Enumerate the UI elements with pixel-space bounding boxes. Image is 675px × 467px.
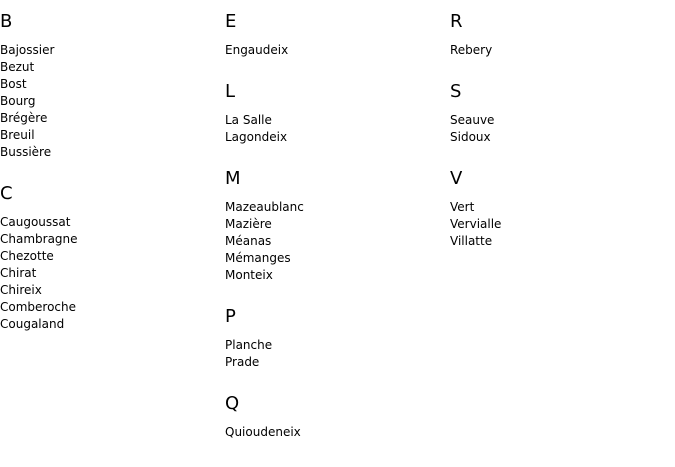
letter-heading: L [225,81,236,102]
letter-heading: V [450,168,463,189]
place-link[interactable]: Brégère [0,111,48,125]
place-link[interactable]: Villatte [450,234,493,248]
place-link[interactable]: Chezotte [0,249,54,263]
place-link[interactable]: Rebery [450,43,493,57]
place-link[interactable]: Quioudeneix [225,425,301,439]
place-link[interactable]: Seauve [450,113,495,127]
letter-group [450,11,670,59]
place-link[interactable]: Bajossier [0,43,55,57]
letter-heading: S [450,81,462,102]
place-link[interactable]: La Salle [225,113,272,127]
place-link[interactable]: Mémanges [225,251,291,265]
place-link[interactable]: Mazière [225,217,272,231]
place-link[interactable]: Monteix [225,268,273,282]
place-link[interactable]: Bourg [0,94,36,108]
place-link[interactable]: Lagondeix [225,130,288,144]
place-list [225,337,445,371]
place-link[interactable]: Méanas [225,234,272,248]
index-column-2 [225,0,445,463]
place-list [450,199,670,250]
letter-heading: B [0,11,13,32]
place-link[interactable]: Vert [450,200,475,214]
letter-heading: E [225,11,237,32]
place-link[interactable]: Comberoche [0,300,77,314]
place-link[interactable]: Mazeaublanc [225,200,304,214]
place-link[interactable]: Breuil [0,128,35,142]
place-link[interactable]: Chireix [0,283,42,297]
letter-group [225,306,445,371]
place-link[interactable]: Chambragne [0,232,78,246]
letter-group [450,81,670,146]
letter-group [225,81,445,146]
place-list [225,424,445,441]
letter-heading: P [225,306,236,327]
place-link[interactable]: Caugoussat [0,215,71,229]
letter-group [225,168,445,284]
place-list [225,112,445,146]
place-list [0,42,220,161]
letter-group [0,183,220,333]
place-link[interactable]: Vervialle [450,217,502,231]
letter-group [450,168,670,250]
place-list [225,199,445,284]
letter-group [225,11,445,59]
place-list [0,214,220,333]
letter-group [0,11,220,161]
place-link[interactable]: Sidoux [450,130,491,144]
index-column-1 [0,0,220,355]
place-list [225,42,445,59]
place-link[interactable]: Planche [225,338,273,352]
place-list [450,112,670,146]
letter-heading: C [0,183,13,204]
letter-group [225,393,445,441]
place-link[interactable]: Cougaland [0,317,65,331]
place-link[interactable]: Prade [225,355,260,369]
place-link[interactable]: Bussière [0,145,52,159]
index-column-3 [450,0,670,272]
place-link[interactable]: Bost [0,77,27,91]
letter-heading: Q [225,393,240,414]
letter-heading: R [450,11,463,32]
place-list [450,42,670,59]
place-link[interactable]: Bezut [0,60,35,74]
letter-heading: M [225,168,241,189]
place-link[interactable]: Engaudeix [225,43,289,57]
place-link[interactable]: Chirat [0,266,37,280]
